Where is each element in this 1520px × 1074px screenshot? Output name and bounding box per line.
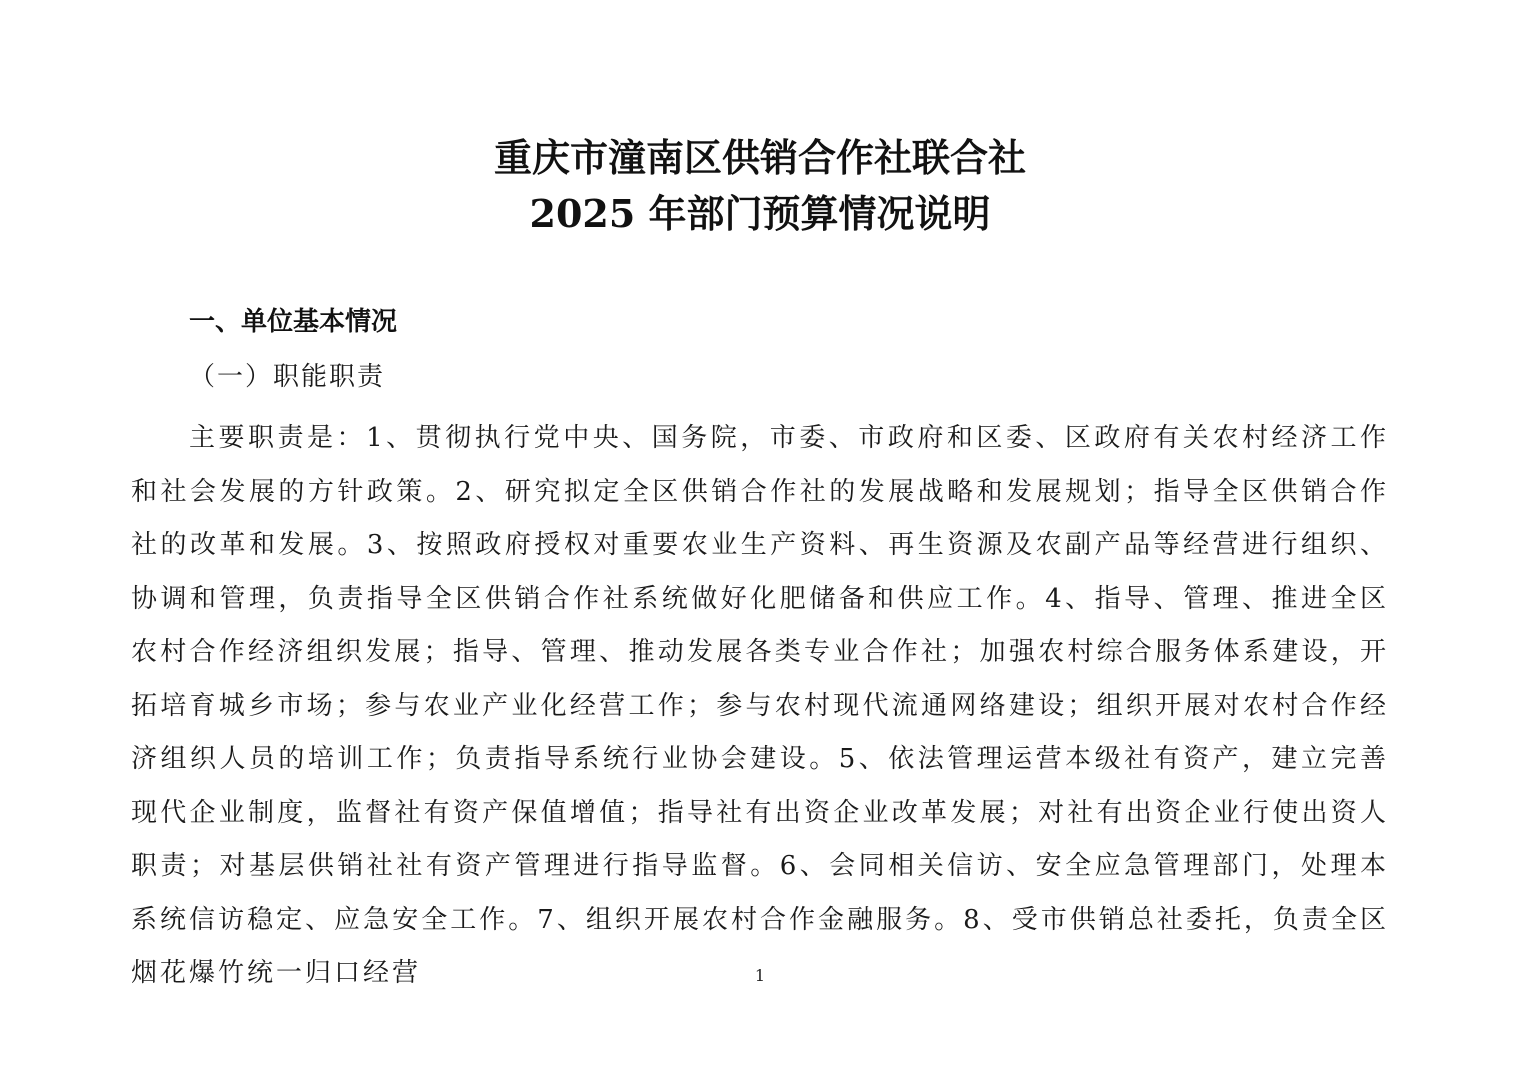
section-heading: 一、单位基本情况 xyxy=(189,307,398,337)
document-title-line2: 2025 年部门预算情况说明 xyxy=(529,191,991,236)
body-paragraph: 主要职责是：1、贯彻执行党中央、国务院，市委、市政府和区委、区政府有关农村经济工作和社会发展的方针政策。2、研究拟定全区供销合作社的发展战略和发展规划；指导全区供销合作社的改革和发展。3、按照政府授权对重要农业生产资料、再生资源及农副产品等经营进行组织、协调和管理，负责指导全区供销合作社系统做好化肥储备和供应工作。4、指导、管理、推进全区农村合作经济组织发展；指导、管理、推动发展各类专业合作社；加强农村综合服务体系建设，开拓培育城乡市场；参与农业产业化经营工作；参与农村现代流通网络建设；组织开展对农村合作经济组织人员的培训工作；负责指导系统行业协会建设。5、依法管理运营本级社有资产，建立完善现代企业制度，监督社有资产保值增值；指导社有出资企业改革发展；对社有出资企业行使出资人职责；对基层供销社社有资产管理进行指导监督。6、会同相关信访、安全应急管理部门，处理本系统信访稳定、应急安全工作。7、组织开展农村合作金融服务。8、受市供销总社委托，负责全区烟花爆竹统一归口经营 xyxy=(131,423,1389,988)
subsection-heading: （一）职能职责 xyxy=(189,362,386,392)
page-number: 1 xyxy=(754,966,766,985)
document-title-line1: 重庆市潼南区供销合作社联合社 xyxy=(493,135,1026,180)
